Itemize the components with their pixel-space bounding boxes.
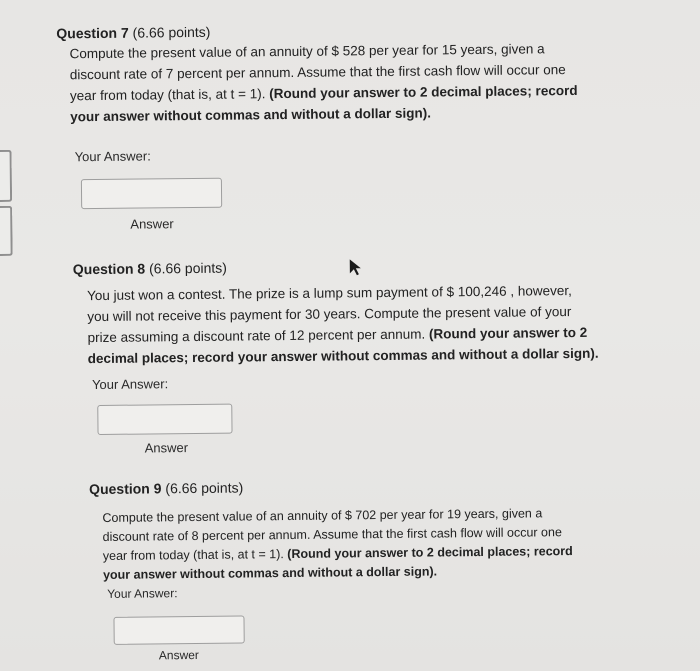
- answer-button-q8[interactable]: Answer: [144, 440, 189, 456]
- answer-input-q7[interactable]: [81, 178, 222, 209]
- your-answer-label: Your Answer:: [91, 376, 169, 393]
- answer-input-q9[interactable]: [113, 615, 244, 644]
- your-answer-label: Your Answer:: [74, 148, 151, 165]
- question-line: You just won a contest. The prize is a lump sum payment of $ 100,246 , however,: [87, 283, 572, 304]
- question-line: your answer without commas and without a dollar sign).: [102, 564, 438, 582]
- question-8-title: [73, 260, 227, 278]
- your-answer-label: Your Answer:: [107, 586, 178, 601]
- question-line: Compute the present value of an annuity of $ 702 per year for 19 years, given a: [102, 506, 543, 525]
- question-line: prize assuming a discount rate of 12 percent per annum. (Round your answer to 2: [87, 324, 588, 346]
- question-8-text: [87, 279, 628, 369]
- question-points: (6.66 points): [165, 479, 244, 497]
- side-panel-edge: [0, 150, 12, 202]
- question-line: you will not receive this payment for 30 years. Compute the present value of your: [87, 304, 572, 325]
- question-9-text: [102, 504, 623, 585]
- question-points: (6.66 points): [132, 23, 211, 41]
- answer-button-q9[interactable]: Answer: [158, 647, 199, 663]
- side-panel-edge: [0, 206, 13, 256]
- answer-input-q8[interactable]: [97, 404, 232, 435]
- question-number: Question 8: [72, 260, 146, 278]
- question-line: Compute the present value of an annuity of $ 528 per year for 15 years, given a: [69, 41, 545, 62]
- question-line-text: year from today (that is, at t = 1). (Round your answer to 2 decimal places; record: [69, 82, 578, 104]
- answer-button-q7[interactable]: Answer: [130, 216, 174, 232]
- question-number: Question 7: [56, 24, 129, 42]
- question-7-title: [56, 24, 210, 42]
- question-9-title: [89, 479, 243, 497]
- question-line: your answer without commas and without a dollar sign).: [70, 105, 432, 125]
- mouse-cursor-icon: [348, 258, 362, 276]
- question-7-text: [69, 37, 630, 127]
- question-number: Question 9: [89, 480, 162, 498]
- question-line: year from today (that is, at t = 1). (Round your answer to 2 decimal places; record: [102, 544, 573, 563]
- question-line: discount rate of 8 percent per annum. Assume that the first cash flow will occur one: [102, 525, 562, 544]
- question-line: discount rate of 7 percent per annum. Assume that the first cash flow will occur one: [69, 62, 566, 83]
- question-points: (6.66 points): [148, 259, 227, 277]
- question-line: decimal places; record your answer without commas and without a dollar sign).: [87, 345, 599, 367]
